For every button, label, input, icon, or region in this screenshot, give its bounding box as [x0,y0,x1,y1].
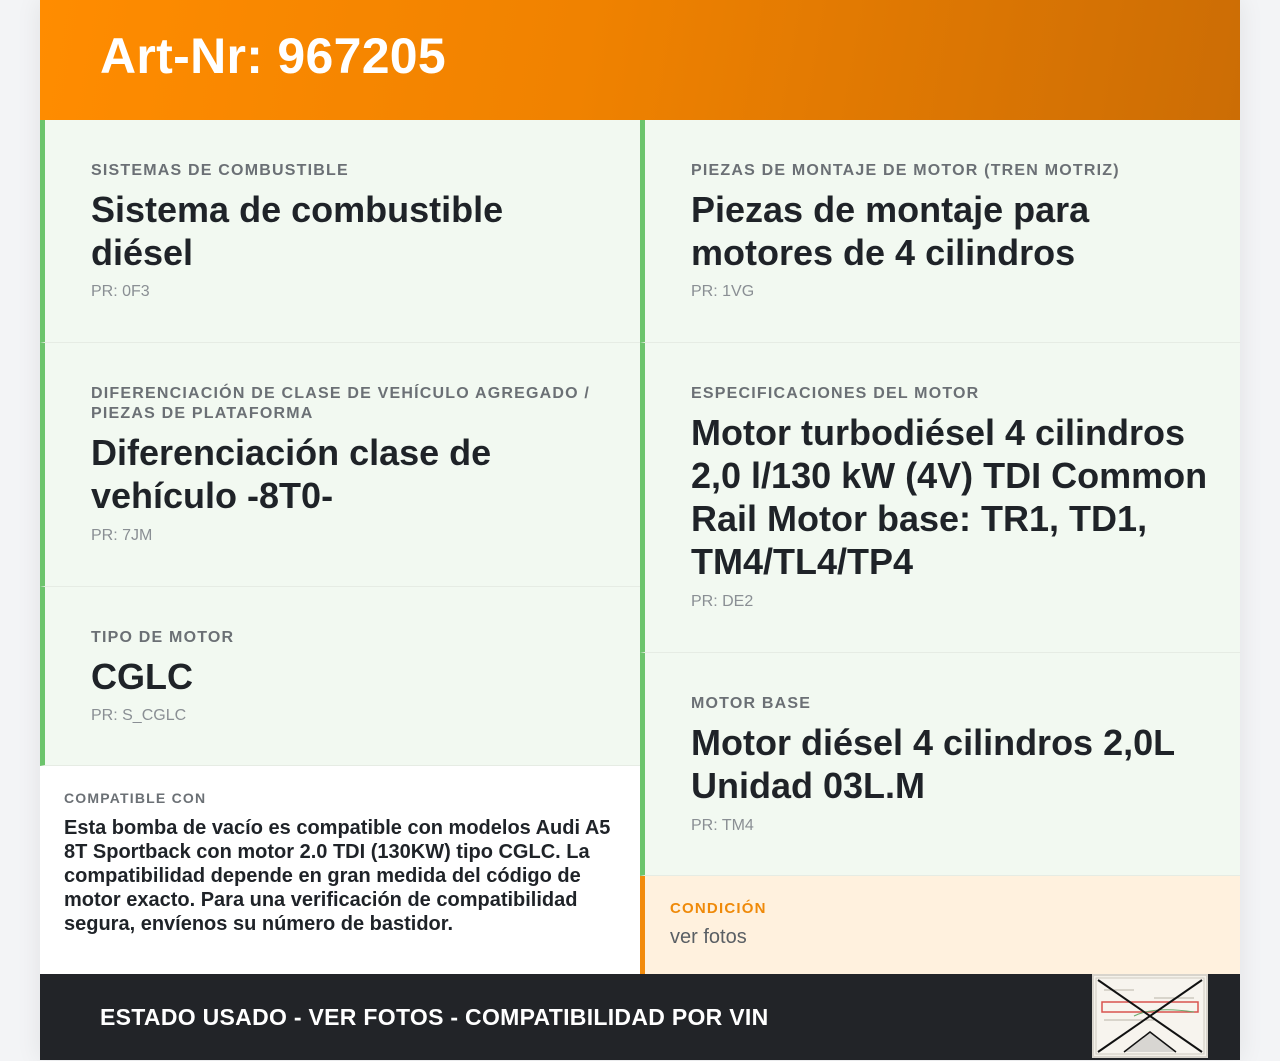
crossed-document-icon [1094,976,1206,1056]
product-sheet [40,0,1240,1060]
card-category: DIFERENCIACIÓN DE CLASE DE VEHÍCULO AGREGADO / PIEZAS DE PLATAFORMA [91,385,591,422]
document-thumbnail [1092,974,1208,1058]
card-value: Piezas de montaje para motores de 4 cilindros [691,189,1090,273]
card-pr-code: PR: 1VG [691,283,755,300]
card-value: Motor diésel 4 cilindros 2,0L Unidad 03L.M [691,722,1175,806]
card-pr-code: PR: S_CGLC [91,707,187,724]
card-category: MOTOR BASE [691,695,812,712]
card-base-engine [640,653,1240,876]
card-vehicle-class [40,343,640,587]
card-pr-code: PR: DE2 [691,593,754,610]
card-value: Motor turbodiésel 4 cilindros 2,0 l/130 kW (4V) TDI Common Rail Motor base: TR1, TD1, TM4/TL4/TP4 [691,412,1208,582]
card-value: Diferenciación clase de vehículo -8T0- [91,432,492,516]
compatibility-text: Esta bomba de vacío es compatible con modelos Audi A5 8T Sportback con motor 2.0 TDI (130KW) tipo CGLC. La compatibilidad depende en gran medida del código de motor exacto. Para una verificación de compatibilidad segura, envíenos su número de bastidor. [64,817,611,935]
condition-section [640,876,1240,974]
footer-text: ESTADO USADO - VER FOTOS - COMPATIBILIDAD POR VIN [100,1004,769,1030]
card-pr-code: PR: TM4 [691,817,754,834]
card-fuel-system [40,120,640,343]
card-value: Sistema de combustible diésel [91,189,504,273]
card-engine-specs [640,343,1240,653]
article-number-title: Art-Nr: 967205 [100,28,447,84]
card-pr-code: PR: 7JM [91,527,153,544]
compatibility-section [40,766,640,974]
condition-text: ver fotos [670,926,747,948]
header-bar [40,0,1240,120]
card-value: CGLC [91,656,193,697]
card-category: PIEZAS DE MONTAJE DE MOTOR (TREN MOTRIZ) [691,162,1120,179]
card-category: SISTEMAS DE COMBUSTIBLE [91,162,349,179]
card-category: TIPO DE MOTOR [91,629,235,646]
card-category: ESPECIFICACIONES DEL MOTOR [691,385,980,402]
card-engine-mounting [640,120,1240,343]
compatibility-label: COMPATIBLE CON [64,790,207,806]
card-pr-code: PR: 0F3 [91,283,150,300]
card-engine-type [40,587,640,766]
condition-label: CONDICIÓN [670,900,767,917]
footer-bar [40,974,1240,1060]
